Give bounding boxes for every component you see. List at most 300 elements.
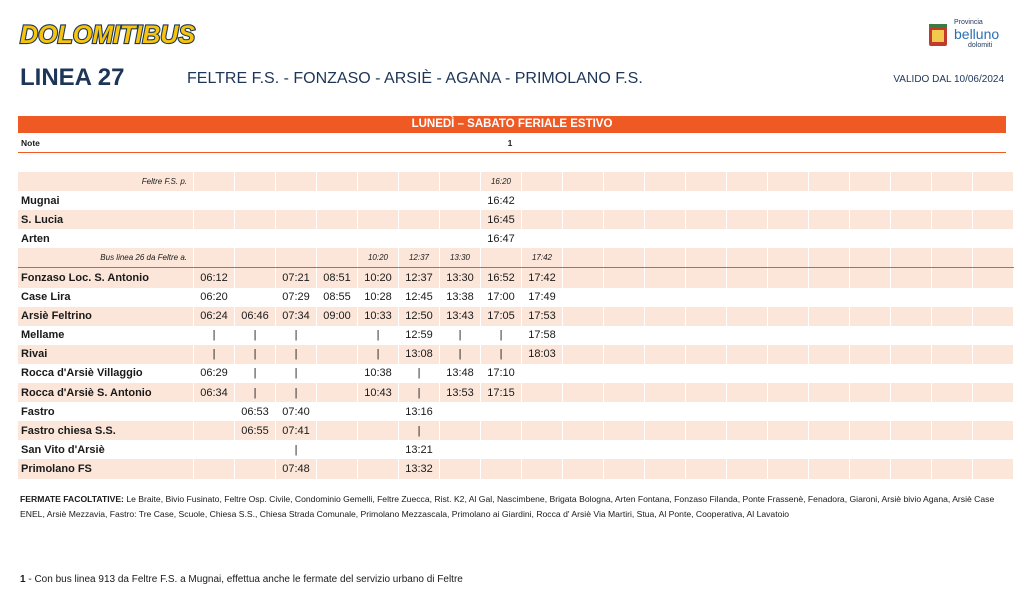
departure-time [317, 383, 358, 402]
empty-cell [973, 307, 1014, 326]
empty-cell [850, 288, 891, 307]
empty-cell [563, 172, 604, 191]
departure-time: 06:55 [235, 421, 276, 440]
empty-cell [850, 440, 891, 459]
empty-cell [932, 248, 973, 268]
table-row [18, 440, 1014, 459]
departure-time [317, 248, 358, 268]
departure-time: | [194, 345, 235, 364]
empty-cell [891, 288, 932, 307]
table-row [18, 402, 1014, 421]
footnote [20, 574, 463, 585]
departure-time: | [440, 326, 481, 345]
stop-name: Fastro chiesa S.S. [18, 421, 194, 440]
empty-cell [563, 402, 604, 421]
empty-cell [768, 229, 809, 248]
empty-cell [932, 268, 973, 288]
departure-time: 06:53 [235, 402, 276, 421]
empty-cell [604, 248, 645, 268]
stop-name: Bus linea 26 da Feltre a. [18, 248, 194, 268]
departure-time [522, 402, 563, 421]
empty-cell [891, 421, 932, 440]
departure-time: | [276, 383, 317, 402]
empty-cell [645, 345, 686, 364]
empty-cell [809, 288, 850, 307]
departure-time: | [399, 364, 440, 383]
departure-time: 09:00 [317, 307, 358, 326]
empty-cell [727, 440, 768, 459]
departure-time: 13:43 [440, 307, 481, 326]
departure-time [481, 440, 522, 459]
empty-cell [686, 364, 727, 383]
departure-time: 06:34 [194, 383, 235, 402]
day-header: LUNEDÌ – SABATO FERIALE ESTIVO [18, 116, 1006, 133]
empty-cell [973, 326, 1014, 345]
footnote-text: - Con bus linea 913 da Feltre F.S. a Mugnai, effettua anche le fermate del servizio urbano di Feltre [25, 574, 463, 585]
empty-cell [727, 402, 768, 421]
departure-time: 10:43 [358, 383, 399, 402]
note-label: Note [21, 138, 40, 148]
departure-time: 06:20 [194, 288, 235, 307]
empty-cell [809, 172, 850, 191]
table-row [18, 229, 1014, 248]
empty-cell [604, 345, 645, 364]
empty-cell [604, 307, 645, 326]
empty-cell [932, 229, 973, 248]
departure-time: 16:47 [481, 229, 522, 248]
empty-cell [891, 459, 932, 478]
departure-time [317, 440, 358, 459]
empty-cell [768, 383, 809, 402]
empty-cell [850, 326, 891, 345]
departure-time [399, 210, 440, 229]
empty-cell [604, 402, 645, 421]
empty-cell [727, 248, 768, 268]
departure-time [522, 191, 563, 210]
empty-cell [891, 383, 932, 402]
empty-cell [604, 383, 645, 402]
departure-time [317, 345, 358, 364]
empty-cell [932, 210, 973, 229]
empty-cell [932, 421, 973, 440]
empty-cell [604, 364, 645, 383]
empty-cell [891, 402, 932, 421]
departure-time: | [481, 345, 522, 364]
empty-cell [809, 440, 850, 459]
empty-cell [563, 326, 604, 345]
empty-cell [686, 383, 727, 402]
departure-time [440, 440, 481, 459]
departure-time: 13:08 [399, 345, 440, 364]
departure-time: | [358, 326, 399, 345]
empty-cell [809, 421, 850, 440]
departure-time [235, 172, 276, 191]
empty-cell [686, 172, 727, 191]
empty-cell [850, 383, 891, 402]
departure-time: 12:37 [399, 268, 440, 288]
departure-time [481, 459, 522, 478]
empty-cell [973, 421, 1014, 440]
empty-cell [891, 210, 932, 229]
departure-time: 10:28 [358, 288, 399, 307]
empty-cell [645, 268, 686, 288]
departure-time [317, 326, 358, 345]
empty-cell [809, 326, 850, 345]
departure-time: | [276, 440, 317, 459]
departure-time: 13:53 [440, 383, 481, 402]
departure-time [194, 402, 235, 421]
empty-cell [768, 307, 809, 326]
empty-cell [973, 229, 1014, 248]
fermate-label: FERMATE FACOLTATIVE: [20, 494, 124, 504]
empty-cell [932, 191, 973, 210]
provincia-belluno-logo [924, 16, 1010, 54]
table-row [18, 191, 1014, 210]
empty-cell [727, 326, 768, 345]
stop-name: Mellame [18, 326, 194, 345]
departure-time [522, 421, 563, 440]
departure-time [522, 440, 563, 459]
departure-time: 10:20 [358, 268, 399, 288]
departure-time [440, 210, 481, 229]
departure-time: 13:16 [399, 402, 440, 421]
empty-cell [768, 459, 809, 478]
table-row [18, 383, 1014, 402]
empty-cell [809, 268, 850, 288]
departure-time: 10:38 [358, 364, 399, 383]
stop-name: Rocca d'Arsiè S. Antonio [18, 383, 194, 402]
departure-time [194, 440, 235, 459]
empty-cell [645, 248, 686, 268]
departure-time: 06:24 [194, 307, 235, 326]
table-row [18, 459, 1014, 478]
departure-time [194, 172, 235, 191]
empty-cell [768, 288, 809, 307]
departure-time [235, 440, 276, 459]
empty-cell [645, 364, 686, 383]
empty-cell [768, 248, 809, 268]
empty-cell [932, 364, 973, 383]
departure-time: 17:49 [522, 288, 563, 307]
empty-cell [686, 307, 727, 326]
empty-cell [727, 383, 768, 402]
table-row [18, 307, 1014, 326]
departure-time [317, 402, 358, 421]
empty-cell [850, 210, 891, 229]
departure-time [317, 364, 358, 383]
departure-time: 12:50 [399, 307, 440, 326]
empty-cell [727, 229, 768, 248]
empty-cell [727, 191, 768, 210]
empty-cell [727, 307, 768, 326]
departure-time: | [235, 383, 276, 402]
stop-name: San Vito d'Arsiè [18, 440, 194, 459]
empty-cell [686, 421, 727, 440]
departure-time [276, 210, 317, 229]
empty-cell [686, 402, 727, 421]
departure-time: 13:32 [399, 459, 440, 478]
table-row [18, 210, 1014, 229]
empty-cell [645, 210, 686, 229]
departure-time [440, 229, 481, 248]
departure-time [317, 421, 358, 440]
empty-cell [768, 421, 809, 440]
empty-cell [563, 268, 604, 288]
departure-time [317, 172, 358, 191]
table-row [18, 364, 1014, 383]
empty-cell [809, 307, 850, 326]
departure-time [317, 191, 358, 210]
departure-time [358, 440, 399, 459]
departure-time: 17:15 [481, 383, 522, 402]
departure-time [522, 210, 563, 229]
empty-cell [768, 326, 809, 345]
departure-time [235, 191, 276, 210]
empty-cell [645, 191, 686, 210]
empty-cell [645, 229, 686, 248]
stop-name: Feltre F.S. p. [18, 172, 194, 191]
empty-cell [809, 459, 850, 478]
departure-time: 17:05 [481, 307, 522, 326]
empty-cell [563, 210, 604, 229]
departure-time: 07:40 [276, 402, 317, 421]
empty-cell [686, 345, 727, 364]
empty-cell [645, 326, 686, 345]
empty-cell [686, 229, 727, 248]
empty-cell [563, 345, 604, 364]
departure-time [276, 248, 317, 268]
empty-cell [686, 248, 727, 268]
departure-time: | [276, 326, 317, 345]
empty-cell [563, 440, 604, 459]
table-row [18, 172, 1014, 191]
departure-time [317, 210, 358, 229]
empty-cell [768, 402, 809, 421]
empty-cell [973, 383, 1014, 402]
empty-cell [686, 288, 727, 307]
valid-from: VALIDO DAL 10/06/2024 [893, 74, 1004, 85]
departure-time [235, 459, 276, 478]
empty-cell [727, 345, 768, 364]
empty-cell [768, 345, 809, 364]
departure-time [481, 402, 522, 421]
departure-time: | [235, 345, 276, 364]
empty-cell [973, 288, 1014, 307]
note-value: 1 [507, 138, 513, 148]
fermate-facoltative [20, 492, 1010, 522]
departure-time [399, 191, 440, 210]
empty-cell [891, 326, 932, 345]
empty-cell [563, 248, 604, 268]
empty-cell [932, 440, 973, 459]
route-title: FELTRE F.S. - FONZASO - ARSIÈ - AGANA - PRIMOLANO F.S. [187, 70, 643, 87]
empty-cell [932, 326, 973, 345]
departure-time [235, 229, 276, 248]
departure-time [399, 172, 440, 191]
empty-cell [973, 268, 1014, 288]
empty-cell [809, 345, 850, 364]
empty-cell [563, 383, 604, 402]
empty-cell [686, 210, 727, 229]
province-logo-line3: dolomiti [968, 42, 993, 49]
stop-name: Rocca d'Arsiè Villaggio [18, 364, 194, 383]
departure-time [399, 229, 440, 248]
empty-cell [727, 172, 768, 191]
empty-cell [604, 459, 645, 478]
empty-cell [973, 210, 1014, 229]
departure-time: | [481, 326, 522, 345]
departure-time [358, 172, 399, 191]
empty-cell [604, 268, 645, 288]
departure-time [440, 459, 481, 478]
empty-cell [932, 345, 973, 364]
departure-time [358, 229, 399, 248]
stop-name: Fonzaso Loc. S. Antonio [18, 268, 194, 288]
departure-time: | [235, 326, 276, 345]
empty-cell [686, 268, 727, 288]
departure-time: 12:37 [399, 248, 440, 268]
empty-cell [645, 402, 686, 421]
empty-cell [563, 364, 604, 383]
empty-cell [973, 364, 1014, 383]
departure-time: 16:45 [481, 210, 522, 229]
departure-time: | [276, 364, 317, 383]
empty-cell [645, 459, 686, 478]
empty-cell [768, 191, 809, 210]
departure-time: 18:03 [522, 345, 563, 364]
stop-name: Fastro [18, 402, 194, 421]
line-title: LINEA 27 [20, 64, 125, 91]
empty-cell [891, 229, 932, 248]
empty-cell [932, 402, 973, 421]
empty-cell [645, 172, 686, 191]
empty-cell [932, 307, 973, 326]
empty-cell [850, 172, 891, 191]
departure-time: 13:48 [440, 364, 481, 383]
departure-time [235, 268, 276, 288]
departure-time: 17:42 [522, 248, 563, 268]
departure-time [358, 402, 399, 421]
departure-time: 13:30 [440, 268, 481, 288]
stop-name: Primolano FS [18, 459, 194, 478]
departure-time [481, 421, 522, 440]
empty-cell [973, 440, 1014, 459]
table-row [18, 288, 1014, 307]
empty-cell [809, 210, 850, 229]
departure-time [194, 248, 235, 268]
departure-time: 13:30 [440, 248, 481, 268]
empty-cell [973, 402, 1014, 421]
departure-time: 13:38 [440, 288, 481, 307]
empty-cell [727, 364, 768, 383]
departure-time [194, 229, 235, 248]
empty-cell [768, 268, 809, 288]
province-logo-line2: belluno [954, 26, 1000, 42]
empty-cell [604, 210, 645, 229]
empty-cell [850, 459, 891, 478]
empty-cell [891, 248, 932, 268]
departure-time: 16:20 [481, 172, 522, 191]
empty-cell [973, 191, 1014, 210]
departure-time: 16:42 [481, 191, 522, 210]
departure-time: | [276, 345, 317, 364]
empty-cell [891, 191, 932, 210]
departure-time: 06:29 [194, 364, 235, 383]
departure-time [440, 191, 481, 210]
empty-cell [768, 210, 809, 229]
empty-cell [604, 172, 645, 191]
departure-time: 07:21 [276, 268, 317, 288]
empty-cell [563, 421, 604, 440]
empty-cell [604, 288, 645, 307]
empty-cell [891, 364, 932, 383]
empty-cell [686, 326, 727, 345]
empty-cell [768, 364, 809, 383]
table-row [18, 345, 1014, 364]
table-row [18, 268, 1014, 288]
departure-time: 17:58 [522, 326, 563, 345]
departure-time: 08:55 [317, 288, 358, 307]
empty-cell [645, 421, 686, 440]
stop-name: Arten [18, 229, 194, 248]
province-logo-line1: Provincia [954, 19, 983, 26]
departure-time: 08:51 [317, 268, 358, 288]
departure-time [317, 459, 358, 478]
departure-time [235, 288, 276, 307]
empty-cell [686, 459, 727, 478]
empty-cell [973, 248, 1014, 268]
stop-name: Case Lira [18, 288, 194, 307]
empty-cell [809, 364, 850, 383]
crest-icon [928, 24, 948, 50]
departure-time: 17:53 [522, 307, 563, 326]
empty-cell [604, 191, 645, 210]
stop-name: Mugnai [18, 191, 194, 210]
empty-cell [891, 440, 932, 459]
empty-cell [932, 383, 973, 402]
empty-cell [645, 288, 686, 307]
departure-time [358, 191, 399, 210]
stop-name: S. Lucia [18, 210, 194, 229]
departure-time: 07:41 [276, 421, 317, 440]
footnote-number: 1 [20, 574, 26, 585]
departure-time: 17:10 [481, 364, 522, 383]
empty-cell [973, 459, 1014, 478]
empty-cell [604, 440, 645, 459]
empty-cell [809, 248, 850, 268]
empty-cell [973, 172, 1014, 191]
empty-cell [850, 268, 891, 288]
departure-time [235, 210, 276, 229]
empty-cell [850, 307, 891, 326]
empty-cell [645, 307, 686, 326]
departure-time: 10:33 [358, 307, 399, 326]
departure-time: 16:52 [481, 268, 522, 288]
stop-name: Arsiè Feltrino [18, 307, 194, 326]
empty-cell [563, 307, 604, 326]
departure-time [358, 210, 399, 229]
departure-time [522, 459, 563, 478]
departure-time [194, 210, 235, 229]
empty-cell [809, 402, 850, 421]
departure-time: 13:21 [399, 440, 440, 459]
departure-time [276, 191, 317, 210]
empty-cell [768, 172, 809, 191]
departure-time: | [399, 383, 440, 402]
empty-cell [891, 172, 932, 191]
empty-cell [604, 229, 645, 248]
table-row [18, 248, 1014, 268]
